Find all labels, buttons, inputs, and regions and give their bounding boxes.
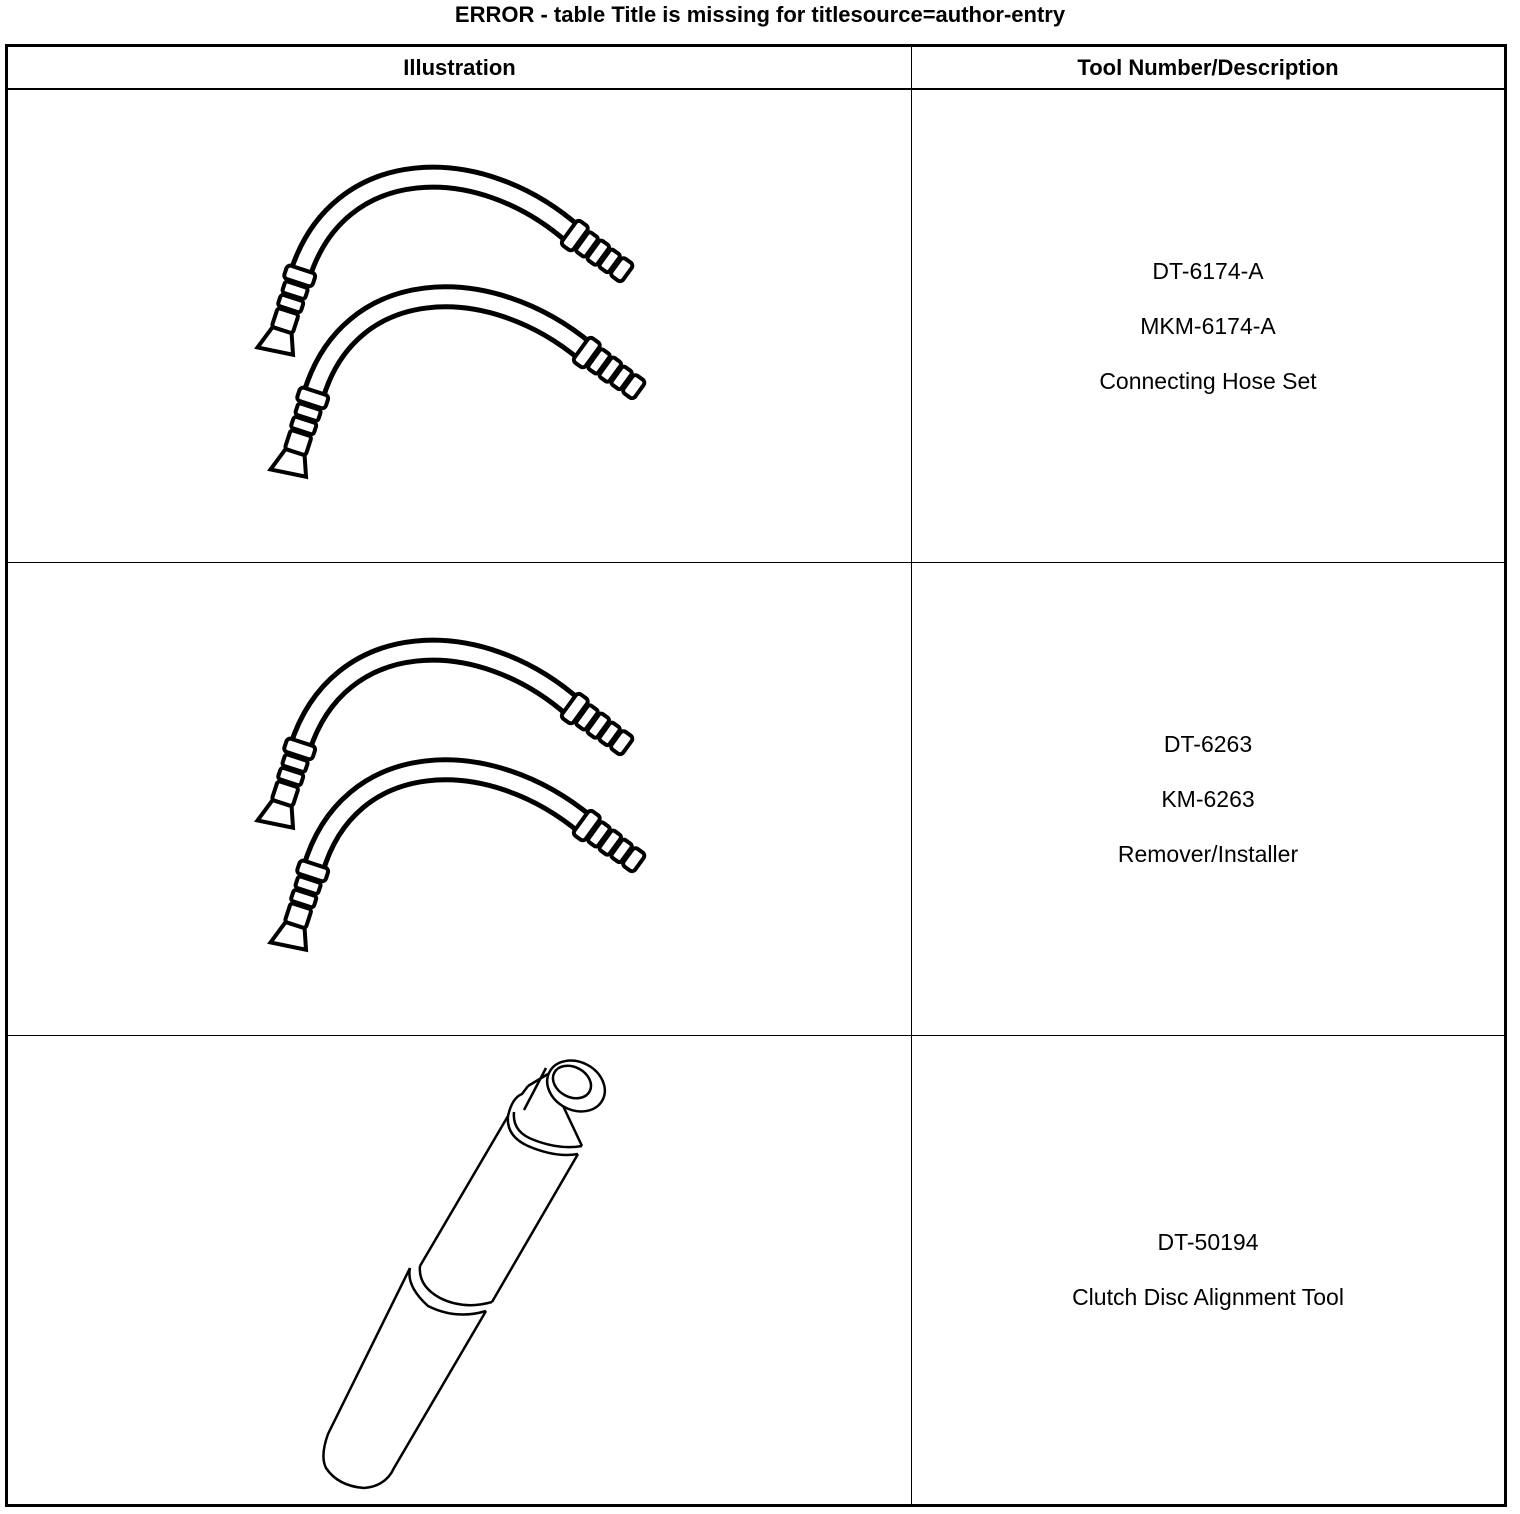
table-row — [8, 563, 1504, 1035]
tool-number: DT-50194 — [1157, 1229, 1259, 1255]
header-illustration: Illustration — [403, 55, 516, 80]
connecting-hose-set-icon — [8, 90, 911, 562]
tool-number-alt: KM-6263 — [1161, 785, 1255, 812]
tool-description: Remover/Installer — [1117, 840, 1299, 867]
table-row — [8, 1036, 1504, 1504]
table-header-row — [8, 47, 1504, 90]
tool-number: DT-6263 — [1163, 730, 1253, 757]
tools-table — [5, 44, 1507, 1507]
header-tool-description: Tool Number/Description — [1077, 55, 1339, 80]
tool-number-alt: MKM-6174-A — [1140, 312, 1276, 339]
tool-description-cell — [912, 1036, 1504, 1504]
tool-description-cell — [912, 563, 1504, 1035]
illustration-cell — [8, 90, 911, 562]
tool-description: Connecting Hose Set — [1099, 367, 1317, 394]
tool-description-cell — [912, 90, 1504, 562]
page-title: ERROR - table Title is missing for titlesource=author-entry — [454, 2, 1066, 27]
tool-description: Clutch Disc Alignment Tool — [1072, 1284, 1344, 1310]
illustration-cell — [8, 563, 911, 1035]
illustration-cell — [8, 1036, 911, 1504]
clutch-disc-alignment-tool-icon — [8, 1036, 911, 1504]
tool-number: DT-6174-A — [1152, 257, 1264, 284]
table-row — [8, 90, 1504, 562]
remover-installer-hose-icon — [8, 563, 911, 1035]
